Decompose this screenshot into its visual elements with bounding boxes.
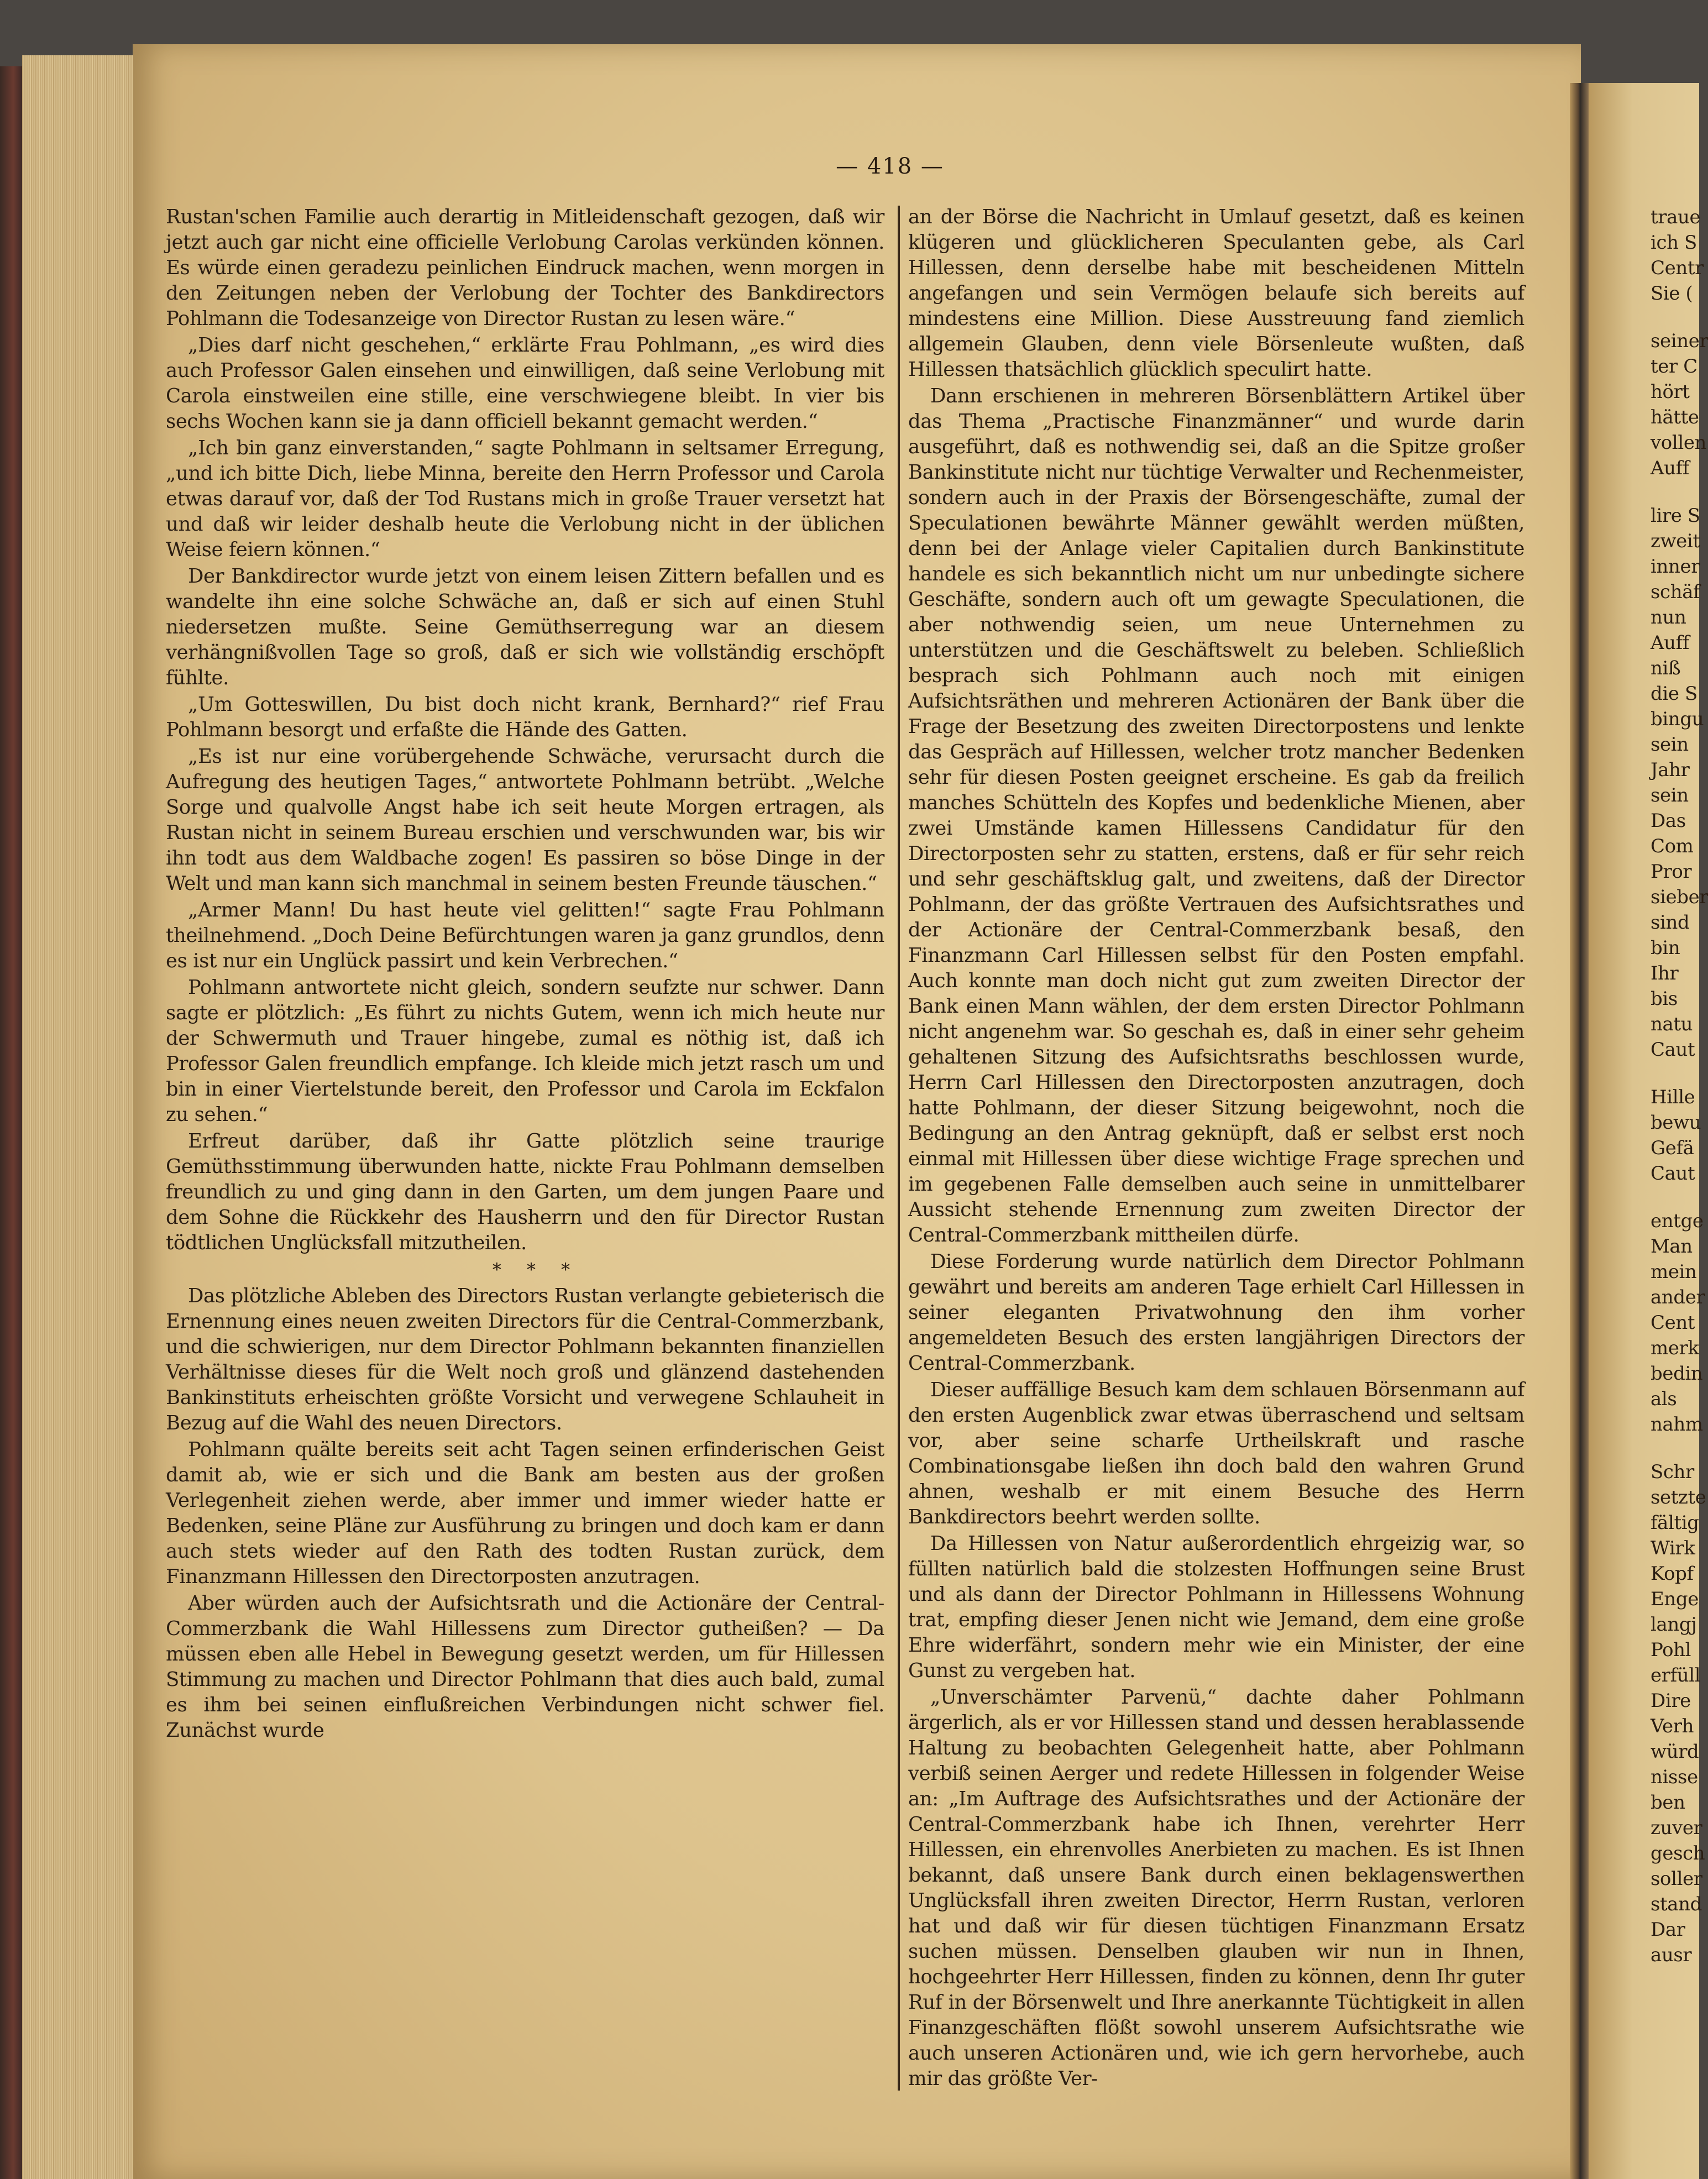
paragraph: Erfreut darüber, daß ihr Gatte plötzlich seine traurige Gemüthsstimmung überwunden hatte, nickte Frau Pohlmann demselben freundlich zu und ging dann in den Garten, um dem jungen Paare und dem Sohne die Rückkehr des Hausherrn und den für Director Rustan tödtlichen Unglücksfall mitzutheilen.	[166, 1130, 884, 1254]
next-page-line-fragment: erfüll	[1651, 1664, 1701, 1686]
next-page-line-fragment: Dar	[1651, 1919, 1685, 1941]
next-page-line-fragment: Gefä	[1651, 1137, 1694, 1159]
paragraph: Pohlmann antwortete nicht gleich, sondern seufzte nur schwer. Dann sagte er plötzlich: „Es führt zu nichts Gutem, wenn ich mich heute nur der Schwermuth und Trauer hingebe, zumal es nöthig ist, daß ich Professor Galen freundlich empfange. Ich kleide mich jetzt rasch um und bin in einer Viertelstunde bereit, den Professor und Carola im Eckfalon zu sehen.“	[166, 976, 884, 1126]
next-page-line-fragment: Hille	[1651, 1086, 1695, 1108]
paragraph: Das plötzliche Ableben des Directors Rustan verlangte gebieterisch die Ernennung eines neuen zweiten Directors für die Central-Commerzbank, und die schwierigen, nur dem Director Pohlmann bekannten finanziellen Verhältnisse dieses für die Welt noch groß und glänzend dastehenden Bankinstituts erheischten größte Vorsicht und verwegene Schlauheit in Bezug auf die Wahl des neuen Directors.	[166, 1285, 884, 1434]
next-page-line-fragment: ter C	[1651, 355, 1697, 378]
next-page-line-fragment: setzte	[1651, 1486, 1706, 1508]
next-page-line-fragment: ander	[1651, 1286, 1705, 1308]
book-gutter	[1570, 83, 1589, 2179]
next-page-line-fragment: sein	[1651, 734, 1689, 756]
left-column	[166, 205, 884, 1918]
next-page-line-fragment: hört	[1651, 381, 1690, 403]
next-page-line-fragment: Auff	[1651, 457, 1690, 479]
next-page-line-fragment: sieber	[1651, 886, 1708, 908]
next-page-line-fragment: würd	[1651, 1741, 1699, 1763]
next-page-line-fragment: gesch	[1651, 1842, 1705, 1864]
next-page-line-fragment: sind	[1651, 912, 1690, 934]
paragraph: Da Hillessen von Natur außerordentlich ehrgeizig war, so füllten natürlich bald die stolzesten Hoffnungen seine Brust und als dann der Director Pohlmann in Hillessens Wohnung trat, empfing dieser Jenen nicht wie Jemand, dem eine große Ehre widerfährt, sondern mehr wie ein Minister, der eine Gunst zu vergeben hat.	[908, 1532, 1524, 1682]
next-page-line-fragment: bingu	[1651, 708, 1704, 730]
next-page-line-fragment: ausr	[1651, 1944, 1692, 1966]
next-page-line-fragment: seiner	[1651, 330, 1708, 352]
next-page-line-fragment: bewu	[1651, 1112, 1701, 1134]
next-page-line-fragment: nahm	[1651, 1413, 1703, 1436]
next-page-line-fragment: inner	[1651, 556, 1700, 578]
paragraph: „Armer Mann! Du hast heute viel gelitten!“ sagte Frau Pohlmann theilnehmend. „Doch Deine Befürchtungen waren ja ganz grundlos, denn es ist nur ein Unglück passirt und kein Verbrechen.“	[166, 899, 884, 972]
next-page-line-fragment: Caut	[1651, 1162, 1695, 1185]
book-cover-edge	[0, 66, 22, 2179]
next-page-line-fragment: Pror	[1651, 861, 1692, 883]
next-page-line-fragment: traue	[1651, 206, 1701, 228]
next-page-line-fragment: nun	[1651, 606, 1686, 628]
next-page-line-fragment: vollen	[1651, 432, 1707, 454]
next-page-line-fragment: zweit	[1651, 530, 1700, 552]
next-page-line-fragment: bis	[1651, 988, 1678, 1010]
next-page-line-fragment: Caut	[1651, 1039, 1695, 1061]
next-page-line-fragment: Dire	[1651, 1690, 1691, 1712]
next-page-line-fragment: soller	[1651, 1868, 1702, 1890]
paragraph-gap	[1651, 1437, 1699, 1459]
paragraph: „Ich bin ganz einverstanden,“ sagte Pohlmann in seltsamer Erregung, „und ich bitte Dich, liebe Minna, bereite den Herrn Professor und Carola etwas darauf vor, daß der Tod Rustans mich in große Trauer versetzt hat und daß wir leider deshalb heute die Verlobung nicht in der üblichen Weise feiern können.“	[166, 437, 884, 561]
column-divider	[898, 206, 900, 2091]
next-page-line-fragment: bedin	[1651, 1363, 1703, 1385]
next-page-line-fragment: Kopf	[1651, 1563, 1694, 1585]
next-page-line-fragment: Centr	[1651, 257, 1704, 279]
paragraph: an der Börse die Nachricht in Umlauf gesetzt, daß es keinen klügeren und glücklicheren Speculanten gebe, als Carl Hillessen, denn derselbe habe mit bescheidenen Mitteln angefangen und sein Vermögen belaufe sich bereits auf mindestens eine Million. Diese Ausstreuung fand ziemlich allgemein Glauben, denn viele Börsenleute wußten, daß Hillessen thatsächlich glücklich speculirt hatte.	[908, 206, 1524, 381]
paragraph: „Unverschämter Parvenü,“ dachte daher Pohlmann ärgerlich, als er vor Hillessen stand und dessen herablassende Haltung zu beobachten Gelegenheit hatte, aber Pohlmann verbiß seinen Aerger und redete Hillessen in folgender Weise an: „Im Auftrage des Aufsichtsrathes und der Actionäre der Central-Commerzbank habe ich Ihnen, verehrter Herr Hillessen, ein ehrenvolles Anerbieten zu machen. Es ist Ihnen bekannt, daß unsere Bank durch einen beklagenswerthen Unglücksfall ihren zweiten Director, Herrn Rustan, verloren hat und daß wir für diesen tüchtigen Finanzmann Ersatz suchen müssen. Denselben glauben wir nun in Ihnen, hochgeehrter Herr Hillessen, finden zu können, denn Ihr guter Ruf in der Börsenwelt und Ihre anerkannte Tüchtigkeit in allen Finanzgeschäften flößt sowohl unserem Aufsichtsrathe wie auch unseren Actionären und, wie ich gern hervorhebe, auch mir das größte Ver-	[908, 1686, 1524, 2090]
next-page-line-fragment: zuver	[1651, 1817, 1702, 1839]
paragraph: Dann erschienen in mehreren Börsenblättern Artikel über das Thema „Practische Finanzmänner“ und wurde darin ausgeführt, daß es nothwendig sei, daß an die Spitze großer Bankinstitute nicht nur tüchtige Verwalter und Rechenmeister, sondern auch in der Praxis der Börsengeschäfte, zumal der Speculationen bewährte Männer gewählt werden müßten, denn bei der Anlage vieler Capitalien durch Bankinstitute handele es sich bekanntlich nicht um nur unbedingte sichere Geschäfte, sondern auch oft um gewagte Speculationen, die aber nothwendig seien, um neue Unternehmen zu unterstützen und die Geschäftswelt zu beleben. Schließlich besprach sich Pohlmann auch noch mit einigen Aufsichtsräthen und mehreren Actionären der Bank über die Frage der Besetzung des zweiten Directorpostens und lenkte das Gespräch auf Hillessen, welcher trotz mancher Bedenken sehr für diesen Posten geeignet erscheine. Es gab da freilich manches Schütteln des Kopfes und bedenkliche Mienen, aber zwei Umstände kamen Hillessens Candidatur für den Directorposten sehr zu statten, erstens, daß er für sehr reich und sehr geschäftsklug galt, und zweitens, daß der Director Pohlmann, der das größte Vertrauen des Aufsichtsrathes und der Actionäre der Central-Commerzbank besaß, den Finanzmann Carl Hillessen selbst für den Posten empfahl. Auch konnte man doch nicht gut zum zweiten Director der Bank einen Mann wählen, der dem ersten Director Pohlmann nicht angenehm war. So geschah es, daß in einer sehr geheim gehaltenen Sitzung des Aufsichtsraths beschlossen wurde, Herrn Carl Hillessen den Directorposten anzutragen, doch hatte Pohlmann, der dieser Sitzung beigewohnt, noch die Bedingung an den Antrag geknüpft, daß er selbst erst noch einmal mit Hillessen über diese wichtige Frage sprechen und im gegebenen Falle demselben auch seine in unmittelbarer Aussicht stehende Ernennung zum zweiten Director der Central-Commerzbank mittheilen dürfe.	[908, 385, 1524, 1246]
next-page-line-fragment: natu	[1651, 1013, 1693, 1035]
next-page-line-fragment: schäf	[1651, 581, 1700, 603]
paragraph: Rustan'schen Familie auch derartig in Mitleidenschaft gezogen, daß wir jetzt auch gar nicht eine officielle Verlobung Carolas verkünden können. Es würde einen geradezu peinlichen Eindruck machen, wenn morgen in den Zeitungen neben der Verlobung der Tochter des Bankdirectors Pohlmann die Todesanzeige von Director Rustan zu lesen wäre.“	[166, 206, 884, 330]
next-page-line-fragment: Com	[1651, 835, 1694, 857]
next-page-line-fragment: hätte	[1651, 406, 1699, 428]
next-page-line-fragment: lire S	[1651, 505, 1700, 527]
next-page-line-fragment: Sie (	[1651, 282, 1693, 305]
next-page-line-fragment: ben	[1651, 1792, 1685, 1814]
next-page-line-fragment: sein	[1651, 784, 1689, 806]
next-page-line-fragment: Pohl	[1651, 1639, 1691, 1661]
next-page-line-fragment: mein	[1651, 1261, 1697, 1283]
paragraph: „Dies darf nicht geschehen,“ erklärte Frau Pohlmann, „es wird dies auch Professor Galen einsehen und einwilligen, daß seine Verlobung mit Carola einstweilen eine stille, eine verschwiegene bleibt. In vier bis sechs Wochen kann sie ja dann officiell bekannt gemacht werden.“	[166, 334, 884, 433]
next-page-line-fragment: ich S	[1651, 232, 1697, 254]
next-page-line-fragment: Jahr	[1651, 759, 1690, 781]
next-page-line-fragment: Wirk	[1651, 1537, 1695, 1559]
paragraph-gap	[1651, 1186, 1699, 1208]
next-page-lines	[1651, 205, 1708, 1968]
next-page-line-fragment: als	[1651, 1388, 1677, 1410]
page-number: — 418 —	[836, 154, 944, 179]
next-page-line-fragment: Schr	[1651, 1461, 1694, 1483]
right-column	[908, 205, 1524, 2089]
next-page-text-edge	[1651, 205, 1708, 2112]
paragraph: Aber würden auch der Aufsichtsrath und die Actionäre der Central-Commerzbank die Wahl Hillessens zum Director gutheißen? — Da müssen eben alle Hebel in Bewegung gesetzt werden, um für Hillessen Stimmung zu machen und Director Pohlmann that dies auch bald, zumal es ihm bei seinen einflußreichen Verbindungen nicht schwer fiel. Zunächst wurde	[166, 1592, 884, 1742]
next-page-line-fragment: Enge	[1651, 1588, 1699, 1610]
paragraph: Pohlmann quälte bereits seit acht Tagen seinen erfinderischen Geist damit ab, wie er sich und die Bank am besten aus der großen Verlegenheit ziehen werde, aber immer und immer wieder hatte er Bedenken, seine Pläne zur Ausführung zu bringen und doch kam er dann auch stets wieder auf den Rath des todten Rustan zurück, dem Finanzmann Hillessen den Directorposten anzutragen.	[166, 1438, 884, 1588]
paragraph: „Um Gotteswillen, Du bist doch nicht krank, Bernhard?“ rief Frau Pohlmann besorgt und erfaßte die Hände des Gatten.	[166, 693, 884, 741]
next-page-line-fragment: bin	[1651, 937, 1680, 959]
next-page-line-fragment: fältig	[1651, 1512, 1699, 1534]
paragraph-gap	[1651, 306, 1699, 328]
paragraph: Diese Forderung wurde natürlich dem Director Pohlmann gewährt und bereits am anderen Tage erhielt Carl Hillessen in seiner eleganten Privatwohnung den ihm vorher angemeldeten Besuch des ersten langjährigen Directors der Central-Commerzbank.	[908, 1250, 1524, 1375]
next-page-line-fragment: Das	[1651, 810, 1686, 832]
next-page-line-fragment: die S	[1651, 683, 1697, 705]
next-page-line-fragment: Cent	[1651, 1312, 1695, 1334]
paragraph: „Es ist nur eine vorübergehende Schwäche, verursacht durch die Aufregung des heutigen Tages,“ antwortete Pohlmann betrübt. „Welche Sorge und qualvolle Angst habe ich seit heute Morgen ertragen, als Rustan nicht in seinem Bureau erschien und verschwunden war, bis wir ihn todt aus dem Waldbache zogen! Es passiren so böse Dinge in der Welt und man kann sich manchmal in seinem besten Freunde täuschen.“	[166, 745, 884, 895]
next-page-line-fragment: stand	[1651, 1893, 1702, 1915]
next-page-line-fragment: langj	[1651, 1614, 1697, 1636]
paragraph-gap	[1651, 1062, 1699, 1085]
next-page-line-fragment: Man	[1651, 1235, 1693, 1258]
next-page-line-fragment: nisse	[1651, 1766, 1698, 1788]
next-page-line-fragment: niß	[1651, 657, 1681, 679]
paragraph: Der Bankdirector wurde jetzt von einem leisen Zittern befallen und es wandelte ihn eine solche Schwäche an, daß er sich auf einen Stuhl niedersetzen mußte. Seine Gemüthserregung war an diesem verhängnißvollen Tage so groß, daß er sich wie vollständig erschöpft fühlte.	[166, 565, 884, 689]
paragraph-gap	[1651, 481, 1699, 503]
paragraph: Dieser auffällige Besuch kam dem schlauen Börsenmann auf den ersten Augenblick zwar etwas überraschend und seltsam vor, aber seine scharfe Urtheilskraft und rasche Combinationsgabe ließen ihn doch bald den wahren Grund ahnen, weshalb er mit einem Besuche des Herrn Bankdirectors beehrt werden sollte.	[908, 1379, 1524, 1528]
next-page-line-fragment: entge	[1651, 1210, 1704, 1232]
next-page-line-fragment: merk	[1651, 1337, 1699, 1359]
section-divider: * * *	[492, 1259, 580, 1280]
next-page-line-fragment: Ihr	[1651, 962, 1679, 984]
next-page-line-fragment: Verh	[1651, 1715, 1694, 1737]
next-page-line-fragment: Auff	[1651, 632, 1690, 654]
page-edges	[22, 55, 141, 2179]
